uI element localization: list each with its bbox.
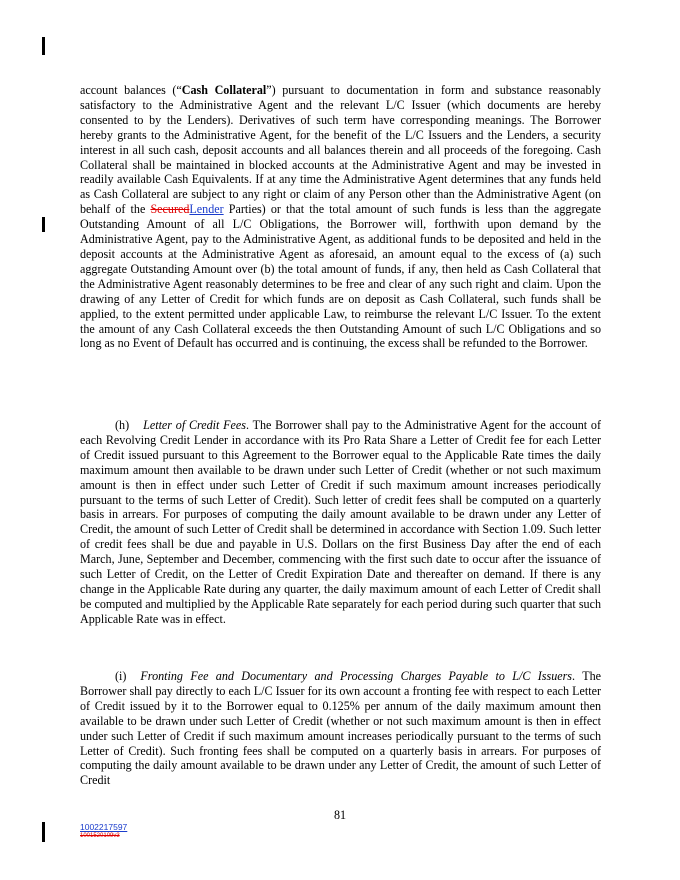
defined-term-cash-collateral: Cash Collateral	[181, 83, 267, 97]
section-heading-h: Letter of Credit Fees	[143, 418, 246, 432]
doc-id-inserted: 1002217597	[80, 822, 128, 832]
inserted-text: Lender	[189, 202, 224, 217]
paragraph-fronting-fee: (i) Fronting Fee and Documentary and Processing Charges Payable to L/C Issuers. The Borrower shall pay directly to each L/C Issuer for its own account a fronting fee with respect to each Letter of Credit issued by it to the Borrower equal to 0.125% per annum of the daily maximum amount then available to be drawn under such Letter of Credit (whether or not such maximum amount is then in effect under such Letter of Credit if such maximum amount increases periodically pursuant to the terms of such Letter of Credit). Such fronting fees shall be computed on a quarterly basis in arrears. For purposes of computing the daily amount available to be drawn under any Letter of Credit, the amount of such Letter of Credit	[80, 669, 601, 788]
section-heading-i: Fronting Fee and Documentary and Processing Charges Payable to L/C Issuers	[140, 669, 573, 683]
change-bar-top	[42, 37, 45, 55]
change-bar-footer	[42, 822, 45, 842]
paragraph-cash-collateral: account balances (“Cash Collateral”) pursuant to documentation in form and substance reasonably satisfactory to the Administrative Agent and the relevant L/C Issuer (which documents are hereby consented to by the Lenders). Derivatives of such term have corresponding meanings. The Borrower hereby grants to the Administrative Agent, for the benefit of the L/C Issuers and the Lenders, a security interest in all such cash, deposit accounts and all balances therein and all proceeds of the foregoing. Cash Collateral shall be maintained in blocked accounts at the Administrative Agent and may be invested in readily available Cash Equivalents. If at any time the Administrative Agent determines that any funds held as Cash Collateral are subject to any right or claim of any Person other than the Administrative Agent (on behalf of the SecuredLender Parties) or that the total amount of such funds is less than the aggregate Outstanding Amount of all L/C Obligations, the Borrower will, forthwith upon demand by the Administrative Agent, pay to the Administrative Agent, as additional funds to be deposited and held in the deposit accounts at the Administrative Agent as aforesaid, an amount equal to the excess of (a) such aggregate Outstanding Amount over (b) the total amount of funds, if any, then held as Cash Collateral that the Administrative Agent reasonably determines to be free and clear of any such right and claim. Upon the drawing of any Letter of Credit for which funds are on deposit as Cash Collateral, such funds shall be applied, to the extent permitted under applicable Law, to reimburse the relevant L/C Issuer. To the extent the amount of any Cash Collateral exceeds the then Outstanding Amount of such L/C Obligations and so long as no Event of Default has occurred and is continuing, the excess shall be refunded to the Borrower.	[80, 83, 601, 351]
section-label-i: (i)	[115, 669, 127, 683]
change-bar-middle	[42, 217, 45, 232]
section-label-h: (h)	[115, 418, 130, 432]
deleted-text: Secured	[150, 202, 190, 217]
paragraph-letter-of-credit-fees: (h) Letter of Credit Fees. The Borrower shall pay to the Administrative Agent for the account of each Revolving Credit Lender in accordance with its Pro Rata Share a Letter of Credit fee for each Letter of Credit issued pursuant to this Agreement to the Borrower equal to the Applicable Rate times the daily maximum amount then available to be drawn under such Letter of Credit (whether or not such maximum amount is then in effect under such Letter of Credit if such maximum amount increases periodically pursuant to the terms of such Letter of Credit). Such letter of credit fees shall be computed on a quarterly basis in arrears. For purposes of computing the daily amount available to be drawn under any Letter of Credit, the amount of such Letter of Credit shall be determined in accordance with Section 1.09. Such letter of credit fees shall be due and payable in U.S. Dollars on the first Business Day after the end of each March, June, September and December, commencing with the first such date to occur after the issuance of such Letter of Credit, on the Letter of Credit Expiration Date and thereafter on demand. If there is any change in the Applicable Rate during any quarter, the daily maximum amount of each Letter of Credit shall be computed and multiplied by the Applicable Rate separately for each period during such quarter that such Applicable Rate was in effect.	[80, 418, 601, 626]
doc-id-deleted: 1001520109v3	[80, 833, 120, 839]
page-number: 81	[333, 808, 347, 822]
